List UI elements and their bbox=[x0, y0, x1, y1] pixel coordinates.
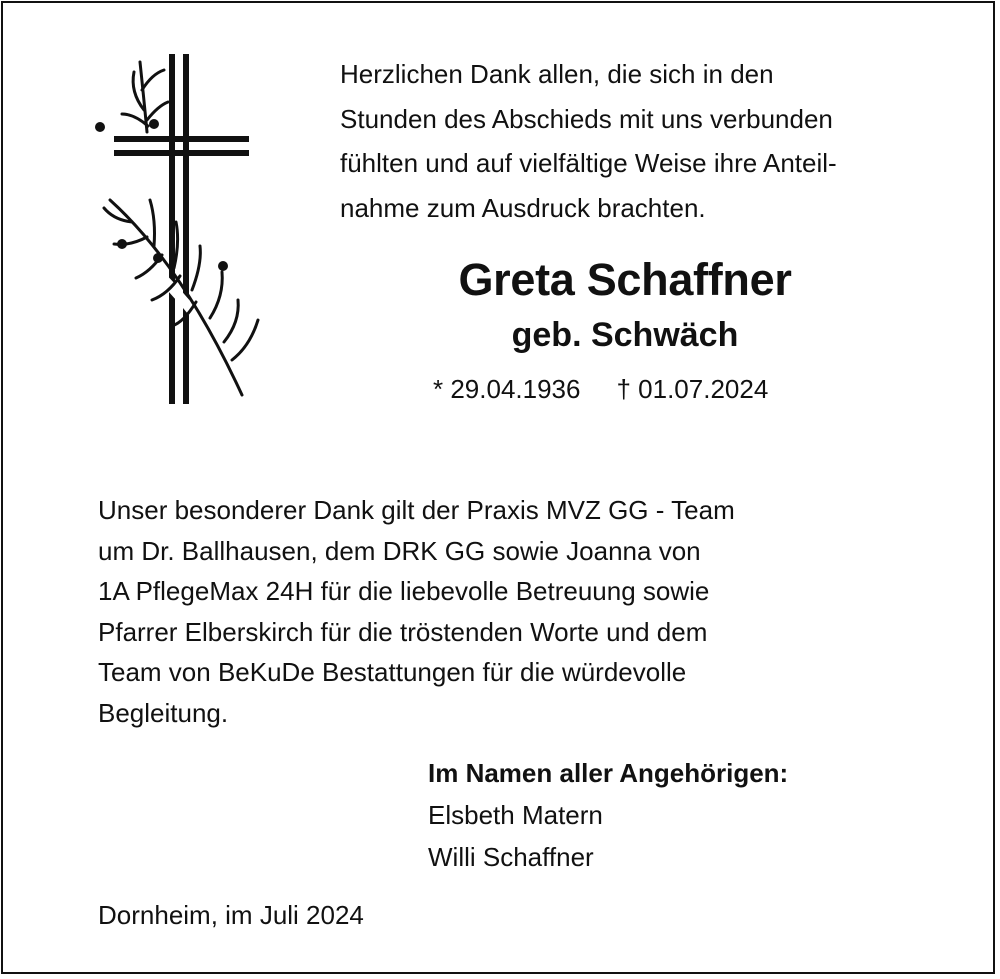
signatory-name: Elsbeth Matern bbox=[428, 800, 603, 830]
thanks-line: Unser besonderer Dank gilt der Praxis MVZ GG - Team bbox=[98, 495, 735, 525]
life-dates bbox=[433, 374, 768, 405]
thanks-text bbox=[98, 490, 978, 733]
thanks-line: Team von BeKuDe Bestattungen für die würdevolle bbox=[98, 657, 687, 687]
signatory-name: Willi Schaffner bbox=[428, 842, 594, 872]
intro-text bbox=[340, 52, 970, 230]
deceased-name: Greta Schaffner bbox=[458, 254, 792, 305]
death-date: † 01.07.2024 bbox=[616, 374, 769, 404]
maiden-name: geb. Schwäch bbox=[511, 316, 739, 354]
thanks-line: um Dr. Ballhausen, dem DRK GG sowie Joanna von bbox=[98, 535, 701, 566]
thanks-line: 1A PflegeMax 24H für die liebevolle Betreuung sowie bbox=[98, 576, 710, 606]
thanks-line: Pfarrer Elberskirch für die tröstenden Worte und dem bbox=[98, 616, 708, 647]
intro-line: Herzlichen Dank allen, die sich in den bbox=[340, 59, 774, 89]
intro-line: nahme zum Ausdruck brachten. bbox=[340, 192, 706, 223]
cross-with-olive-branch-icon bbox=[92, 50, 272, 410]
signature-heading: Im Namen aller Angehörigen: bbox=[428, 758, 789, 788]
thanks-line: Begleitung. bbox=[98, 697, 229, 728]
place-date: Dornheim, im Juli 2024 bbox=[98, 900, 364, 930]
intro-line: fühlten und auf vielfältige Weise ihre Anteil- bbox=[340, 148, 837, 178]
birth-date: * 29.04.1936 bbox=[433, 374, 581, 404]
intro-line: Stunden des Abschieds mit uns verbunden bbox=[340, 103, 833, 134]
signature-block bbox=[428, 752, 788, 878]
